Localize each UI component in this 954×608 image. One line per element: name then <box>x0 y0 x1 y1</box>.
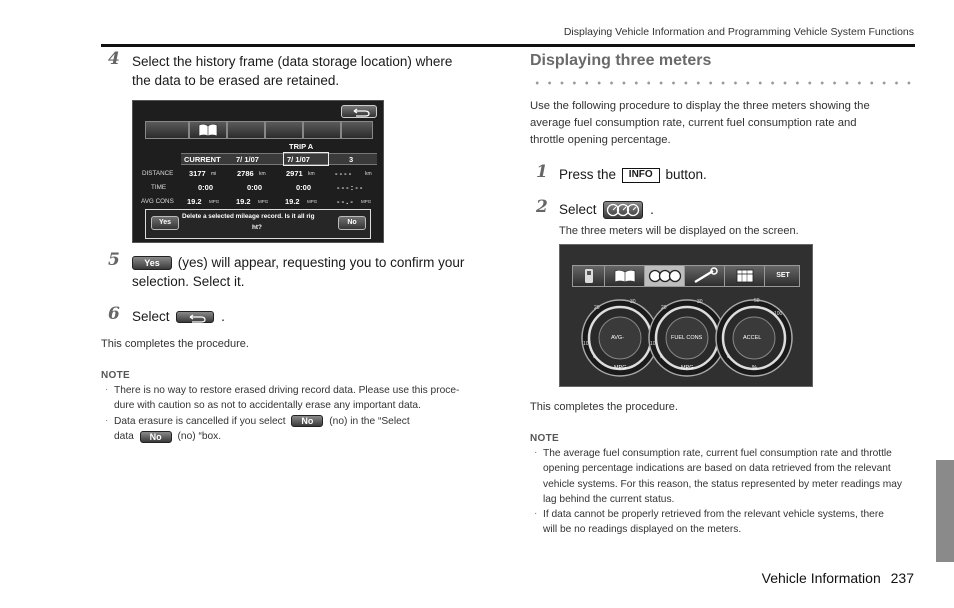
gauge-fuel-tick-10: 10 <box>650 341 656 347</box>
info-key: INFO <box>622 168 660 183</box>
avg-2: 19.2 <box>285 197 300 206</box>
menu-book[interactable] <box>605 266 645 286</box>
right-note-item-1 <box>543 446 902 507</box>
step-2-text <box>559 200 654 219</box>
left-note-bullet-1: · <box>105 384 109 395</box>
col-current: CURRENT <box>184 155 221 164</box>
screen2-menu-bar <box>572 265 800 287</box>
three-meters-button-inline <box>603 201 643 219</box>
intro-line1: Use the following procedure to display the three meters showing the <box>530 100 870 112</box>
gauge-fuel-tick-30: 30 <box>697 299 703 305</box>
gauge-accel-tick-100: 100 <box>774 311 783 317</box>
wrench-icon <box>685 266 725 286</box>
menu-tools[interactable] <box>685 266 725 286</box>
page-footer <box>762 570 914 586</box>
step-2-result: The three meters will be displayed on the screen. <box>559 225 799 237</box>
right-note-item1-line2: opening percentage indications are based on data retrieved from the relevant <box>543 463 891 475</box>
right-note-item2-line1: If data cannot be properly retrieved from the relevant vehicle systems, there <box>543 509 884 520</box>
time-current: 0:00 <box>198 183 214 192</box>
return-arrow-icon <box>342 108 376 119</box>
distance-1: 2786 <box>237 169 254 178</box>
intro-line3: throttle opening percentage. <box>530 134 671 146</box>
back-button[interactable] <box>341 105 377 118</box>
gauge-avg-tick-20: 20 <box>594 305 600 311</box>
dialog-no-button[interactable]: No <box>338 216 366 230</box>
three-gauges-icon <box>604 202 642 218</box>
return-arrow-icon <box>177 314 213 324</box>
step-6-number: 6 <box>108 304 120 324</box>
no-button-inline: No <box>291 415 323 427</box>
row-label-time: TIME <box>151 184 167 191</box>
col-date-2[interactable]: 7/ 1/07 <box>287 155 310 164</box>
gauge-fuel-name: FUEL CONS <box>671 335 703 341</box>
avg-unit-2: MPG <box>258 199 269 204</box>
right-note-item1-line3: vehicle systems. For this reason, the status represented by meter readings may <box>543 478 902 490</box>
trip-history-screen <box>132 100 384 243</box>
dialog-message-line1: Delete a selected mileage record. Is it all rig <box>182 213 315 220</box>
gauge-fuel-tick-0: 0 <box>660 354 663 360</box>
step-6-post: . <box>221 309 225 324</box>
time-3: - - - : - - <box>337 183 363 192</box>
avg-3: - - . - <box>337 197 353 206</box>
gauge-accel-tick-0: 0 <box>727 354 730 360</box>
step-1-post: button. <box>665 167 707 182</box>
time-2: 0:00 <box>296 183 312 192</box>
left-note-item2-pre: Data erasure is cancelled if you select <box>114 416 286 427</box>
step-4-text <box>132 52 452 90</box>
right-note-item-2 <box>543 507 884 538</box>
calendar-icon <box>725 266 765 286</box>
avg-unit-3: MPG <box>307 199 318 204</box>
distance-3: - - - - <box>335 169 352 178</box>
phone-icon <box>573 266 605 286</box>
footer-section: Vehicle Information <box>761 570 881 586</box>
tab-4[interactable] <box>265 121 303 139</box>
step-4-number: 4 <box>108 49 120 69</box>
left-note-item1-line2: dure with caution so as not to accidentally erase any important data. <box>114 400 421 412</box>
step-2-post: . <box>650 202 654 217</box>
distance-unit-3: km <box>308 171 315 177</box>
avg-1: 19.2 <box>236 197 251 206</box>
menu-phone[interactable] <box>573 266 605 286</box>
right-completes: This completes the procedure. <box>530 401 678 413</box>
step-1-text <box>559 165 707 184</box>
left-note-item2-line2-pre: data <box>114 431 134 443</box>
avg-unit-4: MPG <box>361 199 372 204</box>
section-thumb-tab <box>936 460 954 562</box>
step-6-text <box>132 307 225 326</box>
step-1-number: 1 <box>536 162 548 182</box>
dialog-yes-button[interactable]: Yes <box>151 216 179 230</box>
intro-text <box>530 98 870 149</box>
three-gauges-icon <box>645 266 685 286</box>
left-note-item1-line1: There is no way to restore erased driving record data. Please use this proce- <box>114 385 460 396</box>
menu-three-meters-selected[interactable] <box>645 266 685 286</box>
step-1-pre: Press the <box>559 167 617 182</box>
step-4-line2: the data to be erased are retained. <box>132 73 340 88</box>
menu-set[interactable]: SET <box>776 272 790 279</box>
tab-book[interactable] <box>189 121 227 139</box>
right-note-bullet-2: · <box>534 508 538 519</box>
gauge-avg-unit: MPG <box>614 365 627 371</box>
book-icon <box>190 122 226 138</box>
gauge-accel-tick-50: 50 <box>754 298 760 304</box>
right-note-bullet-1: · <box>534 447 538 458</box>
section-title: Displaying three meters <box>530 52 712 69</box>
right-note-item1-line1: The average fuel consumption rate, current fuel consumption rate and throttle <box>543 448 892 459</box>
row-label-distance: DISTANCE <box>142 170 174 177</box>
time-1: 0:00 <box>247 183 263 192</box>
tab-1[interactable] <box>145 121 189 139</box>
yes-button-inline: Yes <box>132 256 172 270</box>
left-note-item-2 <box>114 414 410 445</box>
gauge-fuel-unit: MPG <box>681 365 694 371</box>
intro-line2: average fuel consumption rate, current fuel consumption rate and <box>530 117 857 129</box>
tab-3[interactable] <box>227 121 265 139</box>
gauge-avg-name: AVG- <box>611 335 625 341</box>
distance-unit-1: mi <box>211 171 217 177</box>
delete-confirm-dialog <box>145 209 371 239</box>
step-5-line2: selection. Select it. <box>132 274 245 289</box>
no-button-inline-2: No <box>140 431 172 443</box>
gauge-accel-unit: % <box>752 365 757 371</box>
tab-6[interactable] <box>341 121 373 139</box>
menu-calendar[interactable] <box>725 266 765 286</box>
gauge-avg-tick-10: 10 <box>583 341 589 347</box>
book-icon <box>605 266 645 286</box>
row-label-avg-cons: AVG CONS <box>141 198 174 205</box>
gauge-avg-tick-30: 30 <box>630 299 636 305</box>
trip-title: TRIP A <box>289 142 314 151</box>
gauge-avg-tick-0: 0 <box>593 354 596 360</box>
left-note-item-1 <box>114 383 459 414</box>
step-4-line1: Select the history frame (data storage location) where <box>132 54 453 69</box>
step-5-line1: (yes) will appear, requesting you to confirm your <box>177 255 465 270</box>
left-note-item2-line2-post: (no) “box. <box>177 431 222 443</box>
distance-unit-4: km <box>365 171 372 177</box>
distance-unit-2: km <box>259 171 266 177</box>
three-meters-screen <box>559 244 813 387</box>
step-5-number: 5 <box>108 250 120 270</box>
col-date-1[interactable]: 7/ 1/07 <box>236 155 259 164</box>
header-rule <box>101 44 915 47</box>
dialog-message-line2: ht? <box>252 224 262 231</box>
back-button-inline <box>176 311 214 323</box>
step-2-pre: Select <box>559 202 597 217</box>
col-index[interactable]: 3 <box>349 155 354 164</box>
left-note-bullet-2: · <box>105 415 109 426</box>
right-note-label: NOTE <box>530 433 559 444</box>
running-header: Displaying Vehicle Information and Programming Vehicle System Functions <box>563 26 914 38</box>
page-number: 237 <box>890 570 914 586</box>
left-completes: This completes the procedure. <box>101 338 249 350</box>
gauge-accel-name: ACCEL <box>743 335 762 341</box>
gauge-fuel-tick-20: 20 <box>661 305 667 311</box>
avg-unit-1: MPG <box>209 199 220 204</box>
tab-5[interactable] <box>303 121 341 139</box>
right-note-item2-line2: will be no readings displayed on the meters. <box>543 524 742 536</box>
step-2-number: 2 <box>536 197 548 217</box>
distance-2: 2971 <box>286 169 303 178</box>
right-note-item1-line4: lag behind the current status. <box>543 493 675 505</box>
distance-current: 3177 <box>189 169 206 178</box>
left-note-item2-post: (no) in the “Select <box>329 416 410 427</box>
step-6-pre: Select <box>132 309 170 324</box>
title-dot-divider <box>531 81 911 85</box>
step-5-text <box>132 253 464 291</box>
left-note-label: NOTE <box>101 370 130 381</box>
avg-current: 19.2 <box>187 197 202 206</box>
